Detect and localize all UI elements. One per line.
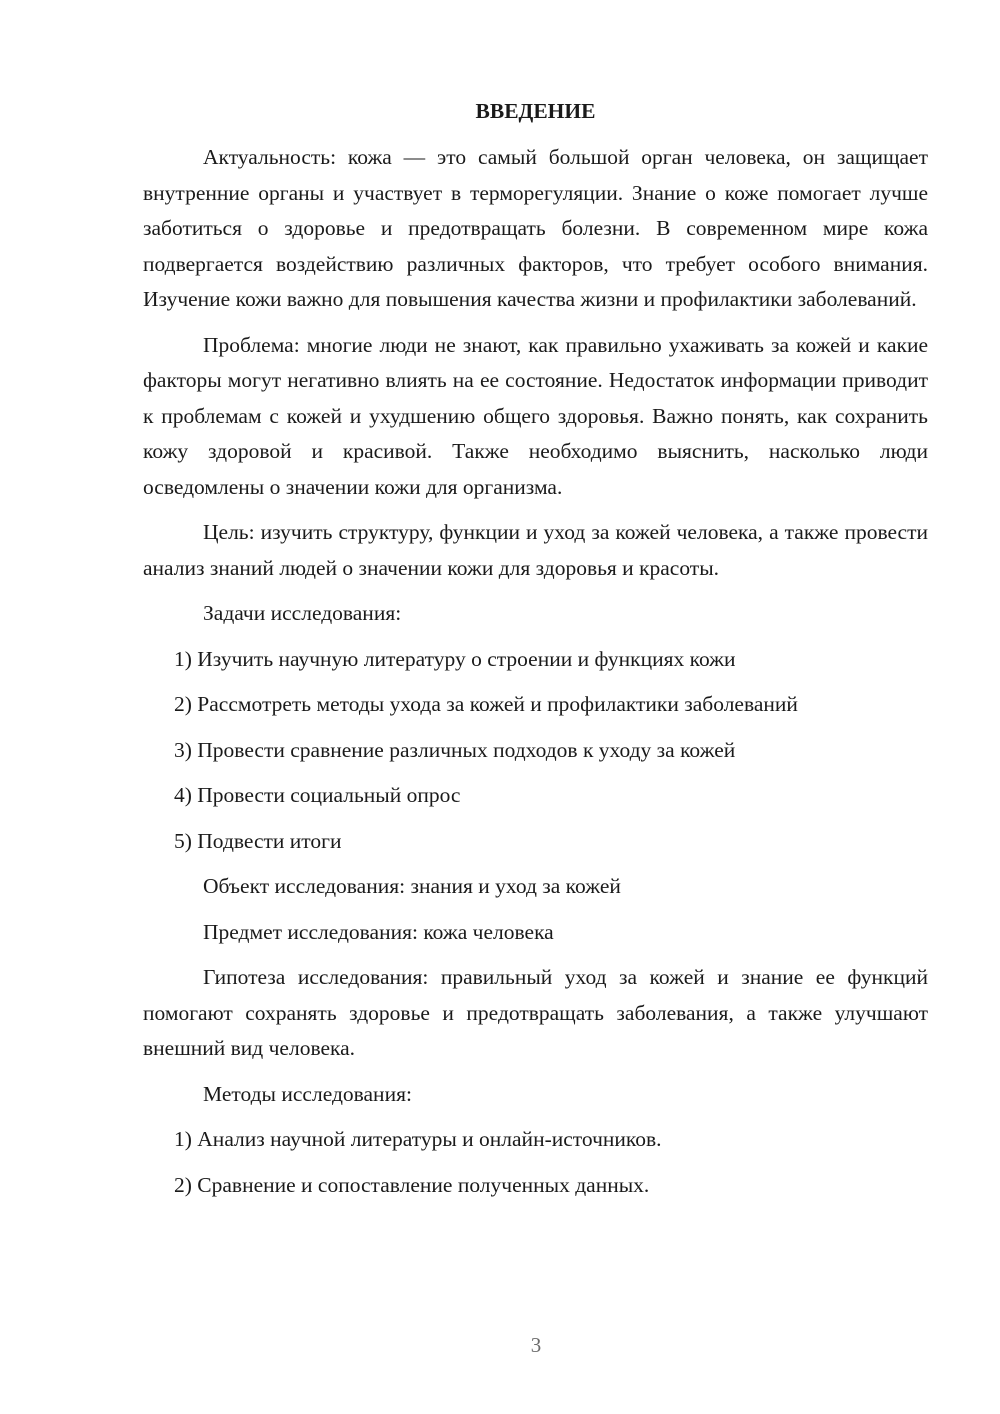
task-item: 2) Рассмотреть методы ухода за кожей и профилактики заболеваний xyxy=(174,692,798,716)
object-line: Объект исследования: знания и уход за кожей xyxy=(203,874,621,898)
hypothesis-paragraph: Гипотеза исследования: правильный уход за кожей и знание ее функций помогают сохранять здоровье и предотвращать заболевания, а также улучшают внешний вид человека. xyxy=(143,965,928,1060)
subject-line: Предмет исследования: кожа человека xyxy=(203,919,554,944)
page-number: 3 xyxy=(530,1333,542,1357)
method-item: 1) Анализ научной литературы и онлайн-источников. xyxy=(174,1127,662,1151)
task-item: 5) Подвести итоги xyxy=(174,828,342,853)
tasks-label: Задачи исследования: xyxy=(203,601,402,625)
relevance-paragraph: Актуальность: кожа — это самый большой орган человека, он защищает внутренние органы и участвует в терморегуляции. Знание о коже помогает лучше заботиться о здоровье и предотвращать болезни. В современном мире кожа подвергается воздействию различных факторов, что требует особого внимания. Изучение кожи важно для повышения качества жизни и профилактики заболеваний. xyxy=(143,145,928,311)
method-item: 2) Сравнение и сопоставление полученных данных. xyxy=(174,1172,650,1197)
task-item: 3) Провести сравнение различных подходов к уходу за кожей xyxy=(174,737,736,762)
goal-paragraph: Цель: изучить структуру, функции и уход за кожей человека, а также провести анализ знаний людей о значении кожи для здоровья и красоты. xyxy=(143,520,928,580)
section-heading: ВВЕДЕНИЕ xyxy=(475,99,596,123)
task-item: 1) Изучить научную литературу о строении и функциях кожи xyxy=(174,646,736,671)
document-page xyxy=(143,94,928,1213)
methods-label: Методы исследования: xyxy=(203,1081,412,1106)
problem-paragraph: Проблема: многие люди не знают, как правильно ухаживать за кожей и какие факторы могут негативно влиять на ее состояние. Недостаток информации приводит к проблемам с кожей и ухудшению общего здоровья. Важно понять, как сохранить кожу здоровой и красивой. Также необходимо выяснить, насколько люди осведомлены о значении кожи для организма. xyxy=(143,332,928,499)
task-item: 4) Провести социальный опрос xyxy=(174,783,461,807)
